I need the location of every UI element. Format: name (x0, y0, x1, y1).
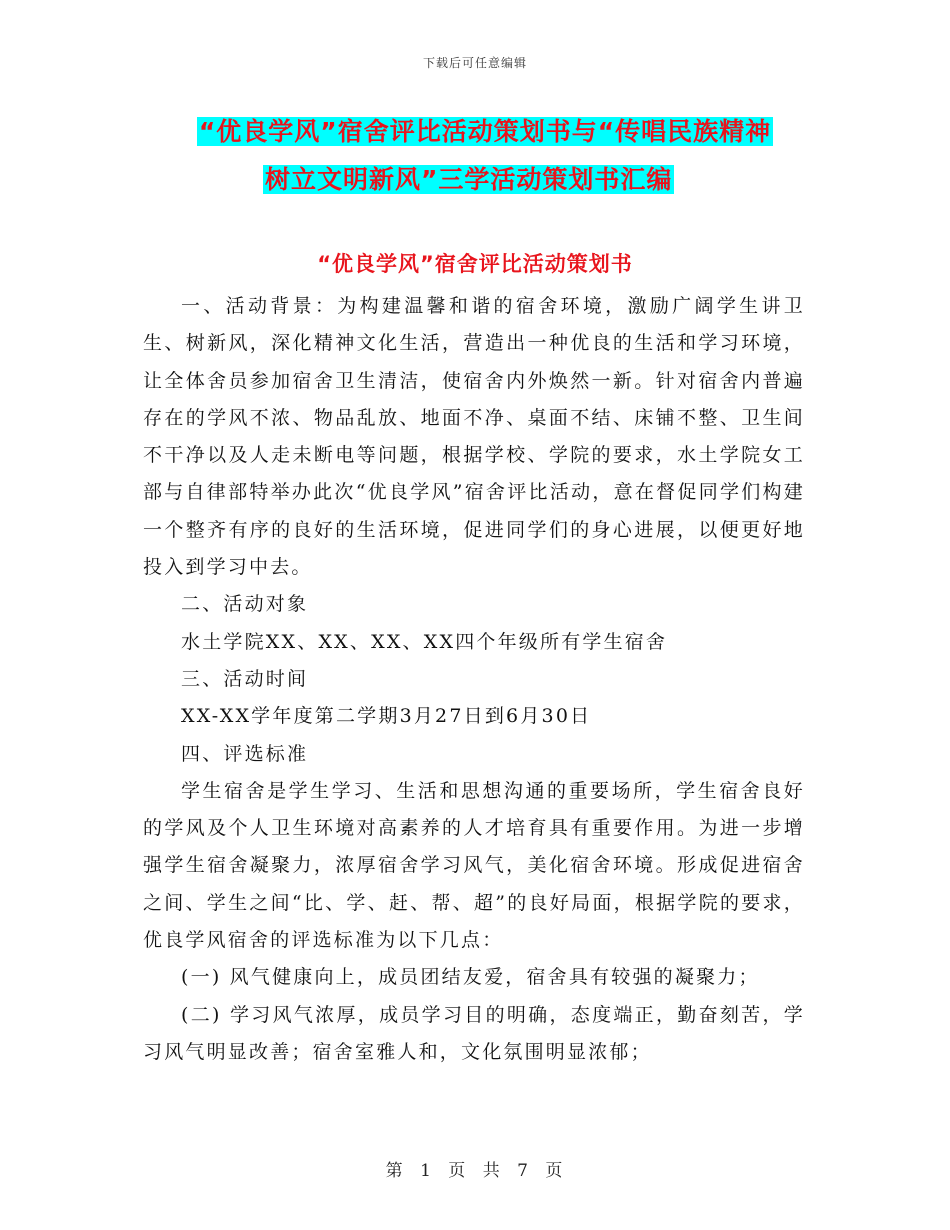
paragraph-time: XX-XX学年度第二学期3月27日到6月30日 (181, 705, 592, 728)
criteria-item-1: (一) 风气健康向上，成员团结友爱，宿舍具有较强的凝聚力； (181, 966, 760, 989)
document-title-line-1 (0, 112, 950, 148)
heading-target: 二、活动对象 (181, 593, 309, 616)
page-total: 7 (517, 1161, 530, 1181)
document-body (143, 288, 805, 1071)
paragraph-target: 水土学院XX、XX、XX、XX四个年级所有学生宿舍 (181, 630, 668, 653)
paragraph-criteria: 学生宿舍是学生学习、生活和思想沟通的重要场所，学生宿舍良好的学风及个人卫生环境对高素养的人才培育具有重要作用。为进一步增强学生宿舍凝聚力，浓厚宿舍学习风气，美化宿舍环境。形成促进宿舍之间、学生之间“比、学、赶、帮、超”的良好局面，根据学院的要求，优良学风宿舍的评选标准为以下几点： (143, 779, 805, 952)
document-title-text-1: “优良学风”宿舍评比活动策划书与“传唱民族精神 (198, 117, 772, 146)
paragraph-background: 一、活动背景：为构建温馨和谐的宿舍环境，激励广阔学生讲卫生、树新风，深化精神文化生活，营造出一种优良的生活和学习环境，让全体舍员参加宿舍卫生清洁，使宿舍内外焕然一新。针对宿舍内普遍存在的学风不浓、物品乱放、地面不净、桌面不结、床铺不整、卫生间不干净以及人走未断电等问题，根据学校、学院的要求，水土学院女工部与自律部特举办此次“优良学风”宿舍评比活动，意在督促同学们构建一个整齐有序的良好的生活环境，促进同学们的身心进展，以便更好地投入到学习中去。 (143, 295, 805, 579)
footer-mid1: 页 (448, 1161, 468, 1181)
footer-mid2: 共 (482, 1161, 502, 1181)
heading-criteria: 四、评选标准 (181, 742, 309, 765)
footer-prefix: 第 (385, 1161, 405, 1181)
footer-suffix: 页 (545, 1161, 565, 1181)
document-title-line-2 (0, 160, 950, 196)
page-number: 1 (420, 1161, 433, 1181)
header-note: 下载后可任意编辑 (422, 56, 527, 70)
heading-time: 三、活动时间 (181, 667, 309, 690)
document-title-text-2: 树立文明新风”三学活动策划书汇编 (265, 165, 673, 194)
page-footer (0, 1156, 950, 1181)
criteria-item-2: (二) 学习风气浓厚，成员学习目的明确，态度端正，勤奋刻苦，学习风气明显改善；宿舍室雅人和，文化氛围明显浓郁； (143, 1003, 805, 1063)
section-title: “优良学风”宿舍评比活动策划书 (317, 252, 633, 276)
